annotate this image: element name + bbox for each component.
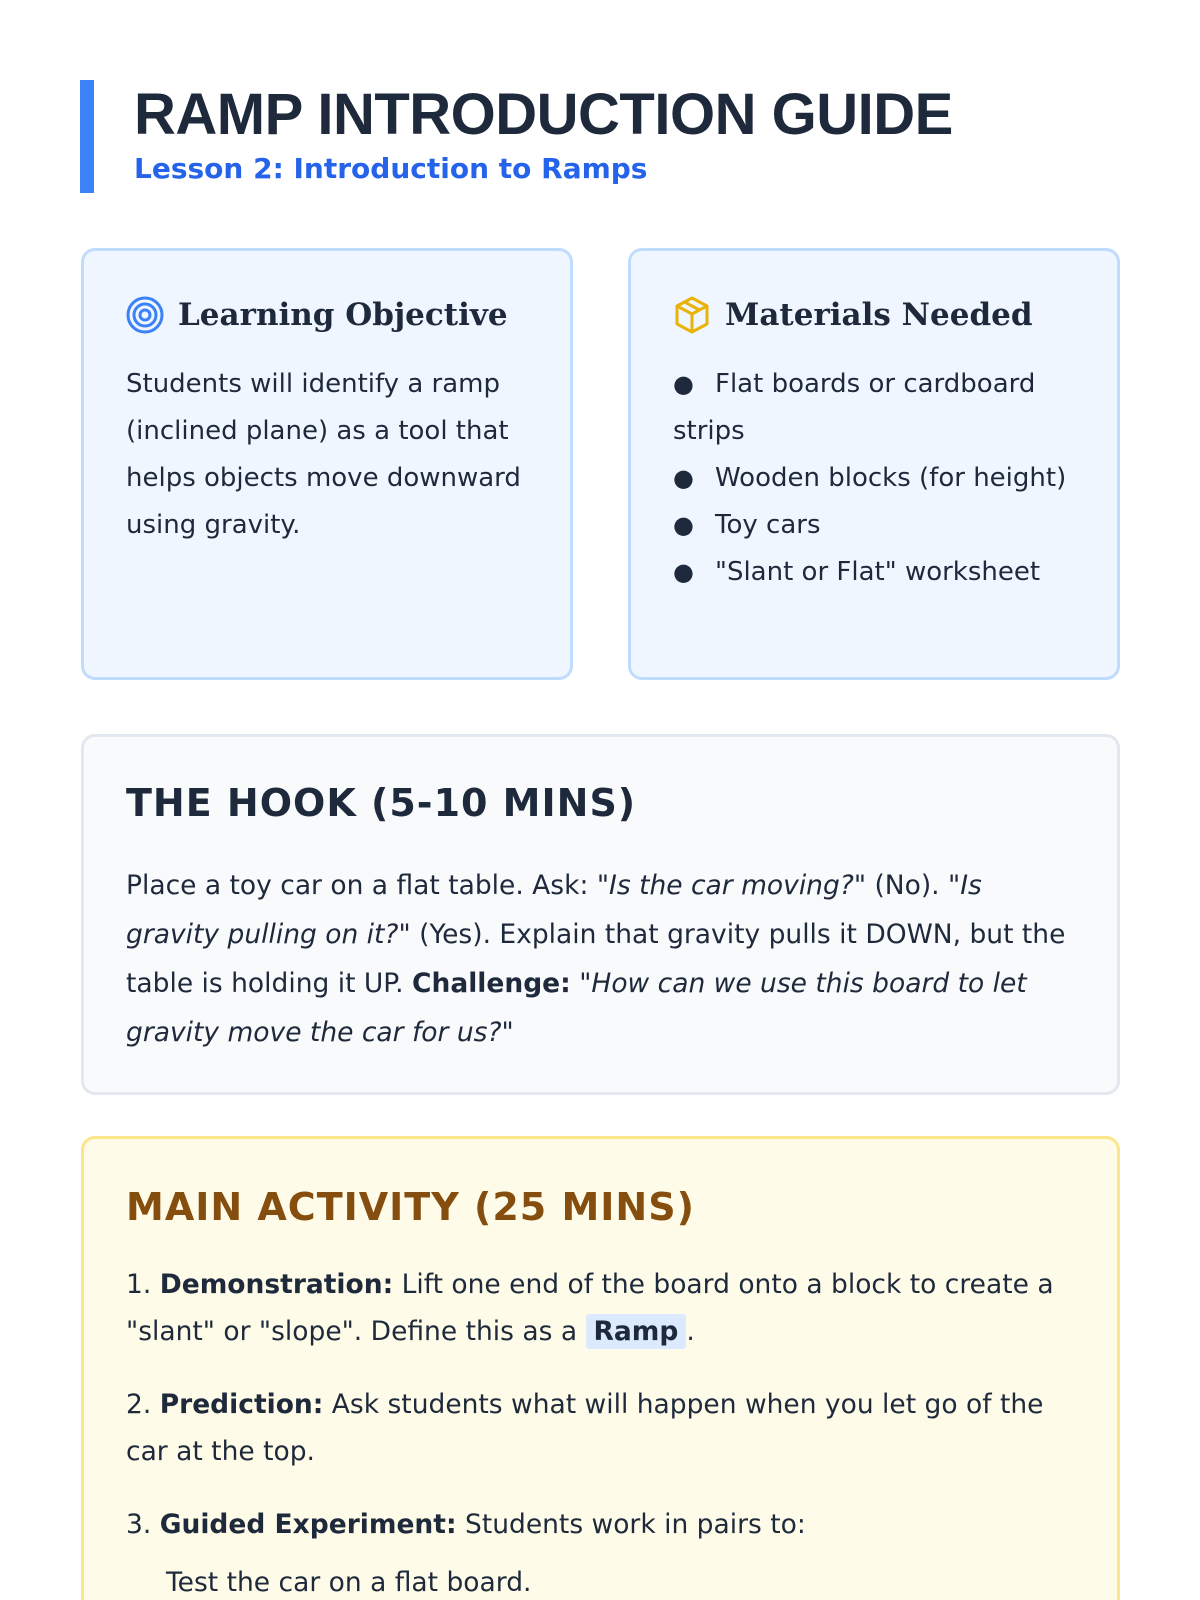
list-item: ● Toy cars: [673, 502, 1093, 549]
box-icon: [671, 294, 713, 336]
hook-section: [81, 734, 1120, 1095]
bullet-icon: ●: [673, 370, 694, 398]
section-title: MAIN ACTIVITY (25 MINS): [126, 1185, 695, 1229]
key-term: Ramp: [586, 1314, 687, 1349]
list-item: ● Flat boards or cardboard strips: [673, 361, 1093, 455]
activity-step: 2. Prediction: Ask students what will happen when you let go of the car at the top.: [126, 1389, 1044, 1467]
materials-card: [628, 248, 1120, 680]
activity-step: 3. Guided Experiment: Students work in pairs to:: [126, 1509, 806, 1540]
main-activity-section: [81, 1136, 1120, 1600]
bullet-icon: ●: [673, 558, 694, 586]
hook-text: Place a toy car on a flat table. Ask: "Is the car moving?" (No). "Is gravity pulling on it?" (Yes). Explain that gravity pulls it DOWN, but the table is holding it UP. Challenge: "How can we use this board to let gravity move the car for us?": [126, 870, 1066, 1048]
card-header: [671, 291, 1033, 339]
list-item: ● Wooden blocks (for height): [673, 455, 1093, 502]
header-accent-bar: [80, 80, 94, 193]
objective-text: Students will identify a ramp (inclined plane) as a tool that helps objects move downward using gravity.: [126, 369, 521, 540]
target-icon: [124, 294, 166, 336]
section-title: THE HOOK (5-10 MINS): [126, 781, 637, 825]
materials-list: [673, 361, 1093, 596]
bullet-icon: ●: [673, 511, 694, 539]
page-title: RAMP INTRODUCTION GUIDE: [134, 82, 953, 147]
card-title: Materials Needed: [725, 297, 1033, 333]
bullet-icon: ●: [673, 464, 694, 492]
activity-step: 1. Demonstration: Lift one end of the board onto a block to create a "slant" or "slope". Define this as a Ramp .: [126, 1269, 1054, 1347]
card-title: Learning Objective: [178, 297, 508, 333]
learning-objective-card: [81, 248, 573, 680]
activity-sub-step: Test the car on a flat board.: [166, 1567, 532, 1598]
list-item: ● "Slant or Flat" worksheet: [673, 549, 1093, 596]
card-header: [124, 291, 508, 339]
page-subtitle: Lesson 2: Introduction to Ramps: [134, 152, 648, 185]
